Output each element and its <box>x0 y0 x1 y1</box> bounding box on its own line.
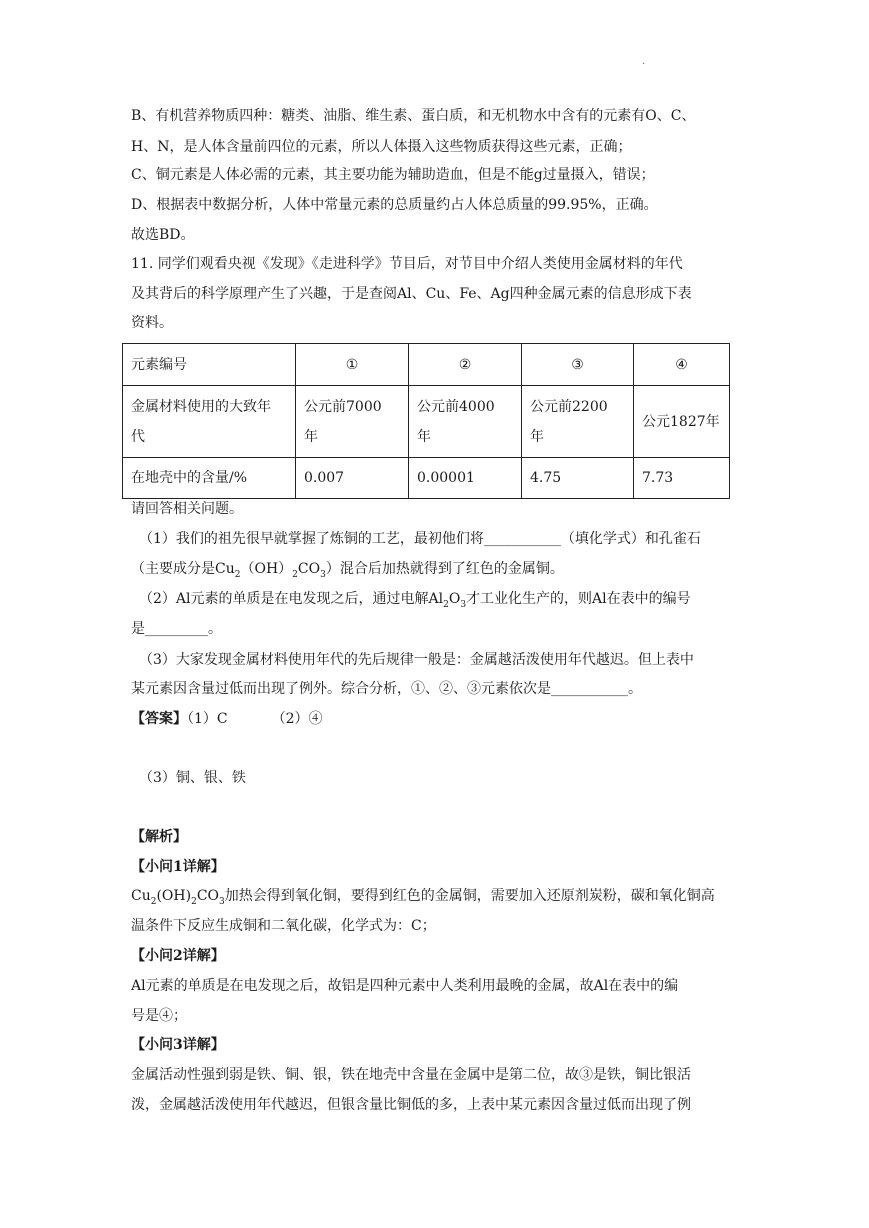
text-run: ）混合后加热就得到了红色的金属铜。 <box>325 561 564 577</box>
text-line: 温条件下反应生成铜和二氧化碳，化学式为：C； <box>131 918 436 934</box>
text-run: Cu <box>131 888 151 904</box>
text-line: 资料。 <box>131 315 173 331</box>
cell-text: 公元前7000 <box>304 398 382 415</box>
sub-question-3-heading: 【小问3详解】 <box>131 1037 225 1053</box>
text-line: H、N，是人体含量前四位的元素，所以人体摄入这些物质获得这些元素，正确； <box>131 139 632 155</box>
subscript: 3 <box>460 599 467 610</box>
subscript: 2 <box>191 896 197 907</box>
cell-text: 金属材料使用的大致年 <box>131 398 271 415</box>
text-run: (OH) <box>156 888 192 904</box>
subscript: 2 <box>234 569 241 580</box>
subscript: 2 <box>443 599 449 610</box>
question-2-line <box>139 589 691 615</box>
question-1-line <box>131 559 564 585</box>
table-cell <box>296 386 409 458</box>
text-line: Al元素的单质是在电发现之后，故铝是四种元素中人类利用最晚的金属，故Al在表中的编 <box>131 978 679 994</box>
text-run: CO <box>196 888 220 904</box>
answer-3: （3）铜、银、铁 <box>139 770 246 786</box>
subscript: 2 <box>292 569 298 580</box>
text-line <box>131 886 715 912</box>
cell-text: 年 <box>530 428 544 445</box>
table-row <box>123 458 730 499</box>
analysis-heading: 【解析】 <box>131 829 187 845</box>
subscript: 3 <box>219 896 225 907</box>
text-line: 泼，金属越活泼使用年代越迟，但银含量比铜低的多，上表中某元素因含量过低而出现了例 <box>131 1097 691 1113</box>
answer-2: （2）④ <box>271 711 323 727</box>
table-cell: 元素编号 <box>123 344 296 386</box>
table-cell <box>409 386 522 458</box>
text-run: （OH） <box>240 561 293 577</box>
table-cell: ① <box>296 344 409 386</box>
cell-text: 公元前4000 <box>417 398 495 415</box>
cell-text: 公元1827年 <box>642 413 720 430</box>
table-cell: 4.75 <box>522 458 634 499</box>
cell-text: 公元前2200 <box>530 398 608 415</box>
question-3-line: （3）大家发现金属材料使用年代的先后规律一般是：金属越活泼使用年代越迟。但上表中 <box>139 652 694 668</box>
table-cell: 在地壳中的含量/% <box>123 458 296 499</box>
text-line: D、根据表中数据分析，人体中常量元素的总质量约占人体总质量的99.95%，正确。 <box>131 197 658 213</box>
cell-text: 年 <box>304 428 318 445</box>
text-run: CO <box>297 561 321 577</box>
question-2-line: 是_________。 <box>131 621 222 637</box>
text-run: （主要成分是Cu <box>131 561 235 577</box>
sub-question-2-heading: 【小问2详解】 <box>131 948 225 964</box>
table-cell: 0.007 <box>296 458 409 499</box>
table-row <box>123 386 730 458</box>
text-line: 请回答相关问题。 <box>131 501 243 517</box>
text-run: 加热会得到氧化铜，要得到红色的金属铜，需要加入还原剂炭粉，碳和氧化铜高 <box>224 888 715 904</box>
text-line: 故选BD。 <box>131 227 195 243</box>
subscript: 3 <box>320 569 326 580</box>
text-line: 及其背后的科学原理产生了兴趣，于是查阅Al、Cu、Fe、Ag四种金属元素的信息形成下表 <box>131 286 692 302</box>
text-line: 号是④； <box>131 1008 187 1024</box>
subscript: 2 <box>150 896 157 907</box>
table-cell: ③ <box>522 344 634 386</box>
text-run: 才工业化生产的，则Al在表中的编号 <box>466 591 691 607</box>
element-info-table <box>122 343 730 499</box>
table-cell: 7.73 <box>634 458 730 499</box>
text-run: O <box>448 591 461 607</box>
table-row <box>123 344 730 386</box>
question-3-line: 某元素因含量过低而出现了例外。综合分析，①、②、③元素依次是___________。 <box>131 681 642 697</box>
text-run: （2）Al元素的单质是在电发现之后，通过电解Al <box>139 591 444 607</box>
answer-label: 【答案】 <box>131 711 187 727</box>
table-cell: ② <box>409 344 522 386</box>
question-1-line: （1）我们的祖先很早就掌握了炼铜的工艺，最初他们将___________（填化学式）和孔雀石 <box>139 531 701 547</box>
table-cell: ④ <box>634 344 730 386</box>
table-cell <box>522 386 634 458</box>
text-line: 金属活动性强到弱是铁、铜、银，铁在地壳中含量在金属中是第二位，故③是铁，铜比银活 <box>131 1067 691 1083</box>
text-line: C、铜元素是人体必需的元素，其主要功能为辅助造血，但是不能g过量摄入，错误； <box>131 167 655 183</box>
sub-question-1-heading: 【小问1详解】 <box>131 859 225 875</box>
cell-text: 代 <box>131 428 145 445</box>
cell-text: 年 <box>417 428 431 445</box>
table-cell: 0.00001 <box>409 458 522 499</box>
answer-1: （1）C <box>187 711 228 727</box>
table-cell <box>634 386 730 458</box>
text-line: B、有机营养物质四种：糖类、油脂、维生素、蛋白质，和无机物水中含有的元素有O、C、 <box>131 108 696 124</box>
page-dot: . <box>642 56 646 67</box>
question-11-line: 11. 同学们观看央视《发现》《走进科学》节目后，对节目中介绍人类使用金属材料的年代 <box>131 256 683 272</box>
table-cell <box>123 386 296 458</box>
answer-line <box>131 709 323 729</box>
